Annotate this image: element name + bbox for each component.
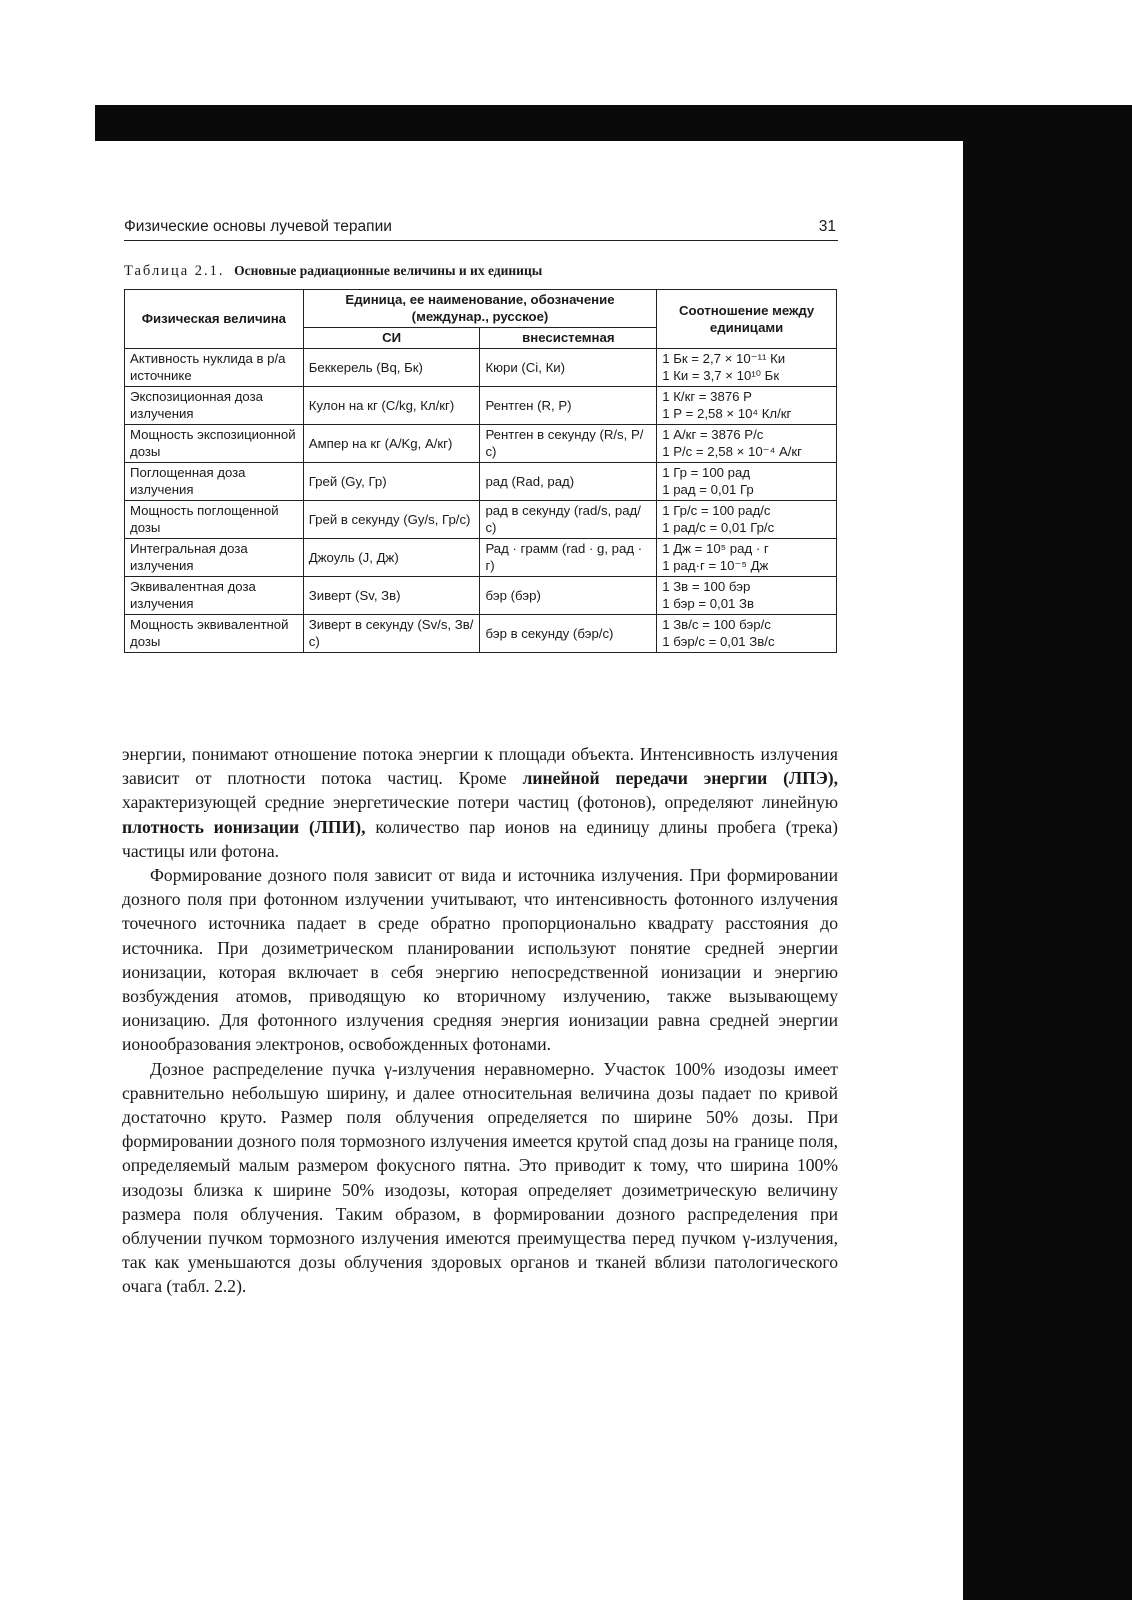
table-body — [125, 349, 837, 653]
table-header-row — [125, 290, 837, 328]
table-caption — [124, 263, 542, 280]
cell-si-unit: Зиверт в секунду (Sv/s, Зв/с) — [303, 615, 480, 653]
relation-line: 1 Дж = 10⁵ рад · г — [662, 541, 769, 556]
relation-line: 1 Зв = 100 бэр — [662, 579, 751, 594]
cell-relation — [657, 349, 837, 387]
table-caption-text: Основные радиационные величины и их единицы — [234, 263, 543, 278]
cell-non-system-unit: бэр (бэр) — [480, 577, 657, 615]
cell-quantity: Интегральная доза излучения — [125, 539, 304, 577]
cell-quantity: Экспозиционная доза излучения — [125, 387, 304, 425]
table-caption-label: Таблица 2.1. — [124, 263, 225, 279]
cell-si-unit: Кулон на кг (C/kg, Кл/кг) — [303, 387, 480, 425]
body-text — [122, 742, 838, 1299]
cell-quantity: Активность нуклида в р/а источнике — [125, 349, 304, 387]
relation-line: 1 бэр = 0,01 Зв — [662, 596, 755, 611]
relation-line: 1 А/кг = 3876 Р/с — [662, 427, 764, 442]
header-relation: Соотношение между единицами — [657, 290, 837, 349]
cell-si-unit: Беккерель (Bq, Бк) — [303, 349, 480, 387]
cell-non-system-unit: Рентген (R, Р) — [480, 387, 657, 425]
relation-line: 1 Р/с = 2,58 × 10⁻⁴ А/кг — [662, 444, 802, 459]
table-row — [125, 387, 837, 425]
header-si: СИ — [303, 328, 480, 349]
cell-quantity: Мощность поглощенной дозы — [125, 501, 304, 539]
cell-si-unit: Ампер на кг (A/Kg, А/кг) — [303, 425, 480, 463]
relation-line: 1 рад·г = 10⁻⁵ Дж — [662, 558, 769, 573]
running-head — [124, 218, 838, 241]
table-row — [125, 577, 837, 615]
cell-non-system-unit: рад в секунду (rad/s, рад/с) — [480, 501, 657, 539]
paragraph: Формирование дозного поля зависит от вида и источника излучения. При формировании дозного поля при фотонном излучении учитывают, что интенсивность фотонного излучения точечного источника падает в среде обратно пропорционально квадрату расстояния до источника. При дозиметрическом планировании используют понятие средней энергии ионизации, которая включает в себя энергию непосредственной ионизации и энергию возбуждения атомов, приводящую ко вторичному излучению, также вызывающему ионизацию. Для фотонного излучения средняя энергия ионизации равна средней энергии ионообразования электронов, освобожденных фотонами. — [122, 865, 838, 1055]
relation-line: 1 Гр = 100 рад — [662, 465, 751, 480]
table-row — [125, 463, 837, 501]
cell-quantity: Мощность эквивалентной дозы — [125, 615, 304, 653]
page-number: 31 — [818, 218, 836, 235]
relation-line: 1 Бк = 2,7 × 10⁻¹¹ Ки — [662, 351, 786, 366]
paragraph-text: энергии, понимают отношение потока энергии к площади объекта. Интенсивность излучения зависит от плотности потока частиц. Кроме — [122, 744, 838, 789]
cell-relation — [657, 425, 837, 463]
scan-border-top — [95, 105, 968, 141]
term-lpi: плотность ионизации (ЛПИ), — [122, 816, 366, 837]
cell-si-unit: Зиверт (Sv, Зв) — [303, 577, 480, 615]
header-quantity: Физическая величина — [125, 290, 304, 349]
paragraph-text: количество пар ионов на единицу длины пробега (трека) частицы или фотона. — [122, 816, 838, 861]
relation-line: 1 рад/с = 0,01 Гр/с — [662, 520, 775, 535]
cell-non-system-unit: бэр в секунду (бэр/с) — [480, 615, 657, 653]
cell-relation — [657, 539, 837, 577]
paragraph-text: характеризующей средние энергетические потери частиц (фотонов), определяют линейную — [122, 792, 838, 813]
cell-si-unit: Грей (Gy, Гр) — [303, 463, 480, 501]
table-row — [125, 615, 837, 653]
paragraph: Дозное распределение пучка γ-излучения неравномерно. Участок 100% изодозы имеет сравнительно небольшую ширину, и далее относительная величина дозы падает по кривой достаточно круто. Размер поля облучения определяется по ширине 50% дозы. При формировании дозного поля тормозного излучения имеется крутой спад дозы на границе поля, определяемый малым размером фокусного пятна. Это приводит к тому, что ширина 100% изодозы близка к ширине 50% изодозы, которая определяет дозиметрическую величину размера поля облучения. Таким образом, в формировании дозного распределения при облучении пучком тормозного излучения имеются преимущества перед пучком γ-излучения, так как уменьшаются дозы облучения здоровых органов и тканей вблизи патологического очага (табл. 2.2). — [122, 1058, 838, 1297]
paragraph — [122, 742, 838, 863]
cell-relation — [657, 615, 837, 653]
cell-non-system-unit: Рад · грамм (rad · g, рад · г) — [480, 539, 657, 577]
cell-quantity: Мощность экспозиционной дозы — [125, 425, 304, 463]
cell-relation — [657, 501, 837, 539]
table-row — [125, 425, 837, 463]
cell-relation — [657, 577, 837, 615]
term-lpe: линейной передачи энергии (ЛПЭ), — [522, 768, 839, 789]
relation-line: 1 бэр/с = 0,01 Зв/с — [662, 634, 775, 649]
header-non-system: внесистемная — [480, 328, 657, 349]
cell-non-system-unit: Рентген в секунду (R/s, Р/с) — [480, 425, 657, 463]
relation-line: 1 Р = 2,58 × 10⁴ Кл/кг — [662, 406, 792, 421]
relation-line: 1 Зв/с = 100 бэр/с — [662, 617, 771, 632]
cell-relation — [657, 463, 837, 501]
radiation-units-table — [124, 289, 837, 653]
relation-line: 1 Ки = 3,7 × 10¹⁰ Бк — [662, 368, 780, 383]
relation-line: 1 рад = 0,01 Гр — [662, 482, 754, 497]
table-row — [125, 349, 837, 387]
header-unit-group: Единица, ее наименование, обозначение (междунар., русское) — [303, 290, 656, 328]
cell-non-system-unit: Кюри (Ci, Ки) — [480, 349, 657, 387]
cell-relation — [657, 387, 837, 425]
cell-si-unit: Грей в секунду (Gy/s, Гр/с) — [303, 501, 480, 539]
relation-line: 1 К/кг = 3876 Р — [662, 389, 752, 404]
cell-quantity: Эквивалентная доза излучения — [125, 577, 304, 615]
cell-non-system-unit: рад (Rad, рад) — [480, 463, 657, 501]
cell-quantity: Поглощенная доза излучения — [125, 463, 304, 501]
cell-si-unit: Джоуль (J, Дж) — [303, 539, 480, 577]
table-row — [125, 501, 837, 539]
table-row — [125, 539, 837, 577]
relation-line: 1 Гр/с = 100 рад/с — [662, 503, 771, 518]
running-head-title: Физические основы лучевой терапии — [124, 218, 392, 235]
scan-border-right — [963, 105, 1132, 1600]
